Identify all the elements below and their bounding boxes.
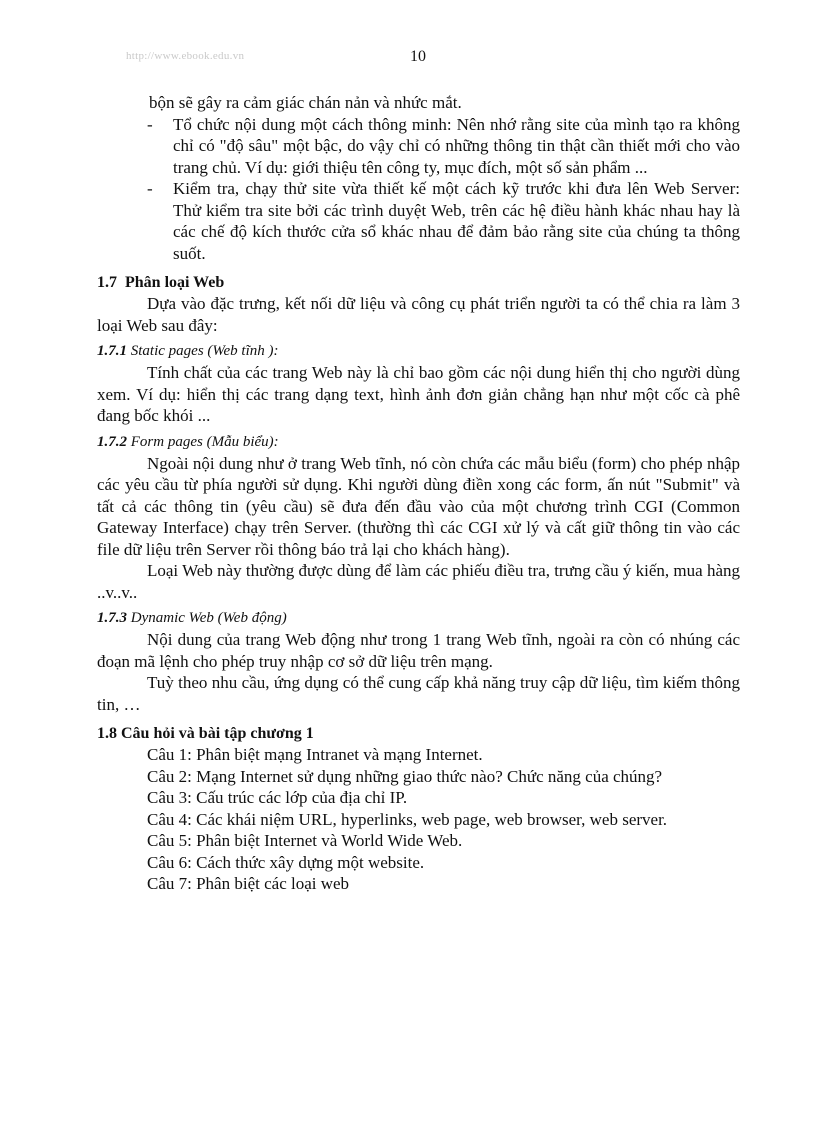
bullet-text: Kiểm tra, chạy thử site vừa thiết kế một cách kỹ trước khi đưa lên Web Server: Thử kiểm tra site bởi các trình duyệt Web, trên các hệ điều hành khác nhau hay là các chế độ kích thước cửa sổ khác nhau để đảm bảo rằng site của chúng ta thông suốt. [173, 179, 740, 263]
subsection-title: Dynamic Web (Web động) [130, 610, 287, 626]
question-item: Câu 4: Các khái niệm URL, hyperlinks, web page, web browser, web server. [147, 809, 668, 829]
bullet-dash: - [147, 114, 153, 134]
page-number: 10 [410, 48, 426, 65]
paragraph: Tuỳ theo nhu cầu, ứng dụng có thể cung cấp khả năng truy cập dữ liệu, tìm kiếm thông tin, … [97, 673, 740, 714]
subsection-number: 1.7.3 [97, 610, 127, 626]
intro-continuation: bộn sẽ gây ra cảm giác chán nản và nhức mắt. [149, 93, 462, 112]
subsection-heading-1-7-2 [97, 432, 740, 453]
bullet-item [97, 178, 740, 264]
paragraph: Loại Web này thường được dùng để làm các phiếu điều tra, trưng cầu ý kiến, mua hàng ..v..v.. [97, 561, 740, 602]
question-item: Câu 7: Phân biệt các loại web [147, 874, 350, 893]
section-heading-1-8 [97, 723, 740, 744]
section-heading-1-7 [97, 272, 740, 293]
subsection-title: Static pages (Web tĩnh ): [130, 343, 279, 359]
subsection-heading-1-7-1 [97, 341, 740, 362]
subsection-number: 1.7.1 [97, 343, 127, 359]
watermark-url: http://www.ebook.edu.vn [126, 50, 245, 62]
question-item: Câu 6: Cách thức xây dựng một website. [147, 852, 425, 872]
subsection-heading-1-7-3 [97, 608, 740, 629]
question-item: Câu 3: Cấu trúc các lớp của địa chỉ IP. [147, 788, 408, 807]
page-body [97, 92, 740, 895]
question-item: Câu 5: Phân biệt Internet và World Wide Web. [147, 831, 463, 850]
paragraph: Ngoài nội dung như ở trang Web tĩnh, nó còn chứa các mẫu biểu (form) cho phép nhập các yêu cầu từ phía người sử dụng. Khi người dùng điền xong các form, ấn nút "Submit" và tất cả các thông tin (yêu cầu) sẽ đưa đến đầu vào của một chương trình CGI (Common Gateway Interface) chạy trên Server. (thường thì các CGI xử lý và cất giữ thông tin vào các file dữ liệu trên Server rồi thông báo trả lại cho khách hàng). [97, 453, 740, 559]
bullet-text: Tổ chức nội dung một cách thông minh: Nên nhớ rằng site của mình tạo ra không chỉ có "độ sâu" một bậc, do vậy chỉ có những thông tin thật cần thiết mới cho vào trang chủ. Ví dụ: giới thiệu tên công ty, mục đích, một số sản phẩm ... [173, 114, 740, 177]
paragraph: Nội dung của trang Web động như trong 1 trang Web tĩnh, ngoài ra còn có nhúng các đoạn mã lệnh cho phép truy nhập cơ sở dữ liệu trên mạng. [97, 630, 740, 671]
question-item: Câu 1: Phân biệt mạng Intranet và mạng Internet. [147, 745, 483, 764]
page-header [0, 48, 816, 68]
section-number: 1.8 [97, 725, 117, 742]
question-item: Câu 2: Mạng Internet sử dụng những giao thức nào? Chức năng của chúng? [147, 766, 663, 786]
section-intro: Dựa vào đặc trưng, kết nối dữ liệu và công cụ phát triển người ta có thể chia ra làm 3 loại Web sau đây: [97, 294, 740, 335]
subsection-number: 1.7.2 [97, 433, 127, 450]
bullet-dash: - [147, 179, 153, 198]
bullet-item [97, 114, 740, 179]
section-title: Câu hỏi và bài tập chương 1 [121, 725, 314, 742]
subsection-title: Form pages (Mẫu biểu): [130, 433, 279, 450]
section-number: 1.7 [97, 274, 117, 291]
section-title: Phân loại Web [125, 274, 225, 291]
paragraph: Tính chất của các trang Web này là chỉ bao gồm các nội dung hiển thị cho người dùng xem. Ví dụ: hiển thị các trang dạng text, hình ảnh đơn giản chẳng hạn như một cốc cà phê đang bốc khói ... [97, 363, 740, 425]
